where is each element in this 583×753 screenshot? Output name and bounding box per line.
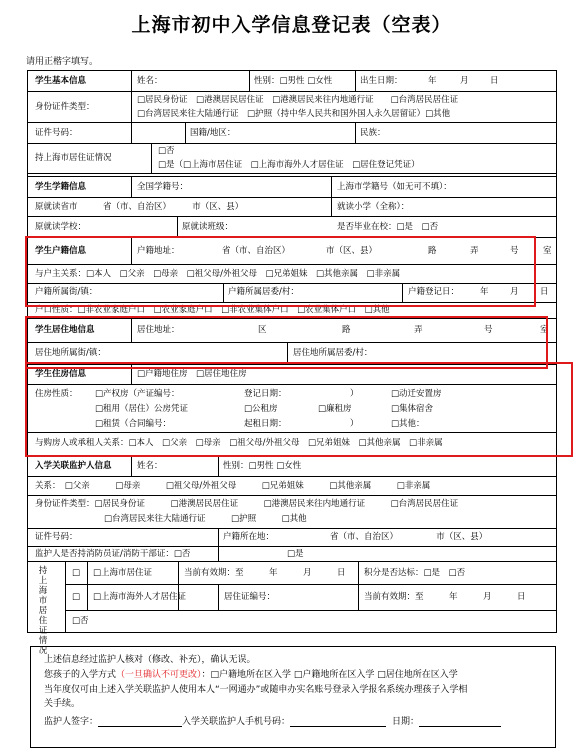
- national-student-no[interactable]: 全国学籍号：: [137, 182, 189, 192]
- guardian-info-header: 入学关联监护人信息: [35, 461, 112, 471]
- birth-date-label[interactable]: 出生日期：: [360, 76, 403, 86]
- entry-method-options[interactable]: ：□户籍地所在区入学 □户籍地所在区入学 □居住地所在区入学: [201, 670, 458, 680]
- guardian-res-overseas[interactable]: □上海市海外人才居住证: [93, 592, 187, 602]
- guardian-res-no[interactable]: □否: [72, 616, 89, 626]
- juzhu-address-label[interactable]: 居住地址：: [137, 325, 180, 335]
- housing-other[interactable]: □其他：: [391, 419, 425, 429]
- housing-low-rent[interactable]: □廉租房: [318, 404, 352, 414]
- huji-province: 省（市、自治区）: [222, 246, 291, 256]
- highlight-housing-box: [25, 362, 573, 457]
- signature-row: [44, 717, 501, 727]
- confirm-line-2[interactable]: [44, 671, 458, 680]
- housing-owned[interactable]: □产权房（产证编号：: [95, 389, 180, 399]
- confirm-line-3: 当年度仅可由上述入学关联监护人使用本人“一网通办”或随申办实名账号登录入学报名系统办理孩子入学相: [44, 685, 468, 695]
- housing-info-header: 学生住房信息: [35, 369, 87, 379]
- id-type-label: 身份证件类型：: [35, 102, 95, 112]
- guardian-huji-province: 省（市、自治区） 市（区、县）: [330, 532, 488, 542]
- origin-primary-school[interactable]: 就读小学（全称）：: [337, 202, 410, 212]
- guardian-signature-field[interactable]: [98, 717, 182, 727]
- housing-lease-date[interactable]: 起租日期：: [244, 419, 287, 429]
- guardian-res-valid-2[interactable]: 当前有效期：至 年 月 日: [364, 592, 526, 602]
- date-label: 日期：: [392, 717, 420, 727]
- confirm-line-4: 关手续。: [44, 699, 81, 709]
- juzhu-room: 室: [540, 325, 549, 335]
- guardian-fire-badge[interactable]: 监护人是否持消防员证/消防干部证：□否: [35, 549, 191, 559]
- page-title: 上海市初中入学信息登记表（空表）: [131, 14, 452, 36]
- id-number-label[interactable]: 证件号码：: [35, 128, 78, 138]
- housing-relocation[interactable]: □动迁安置房: [391, 389, 442, 399]
- guardian-res-check-2[interactable]: □: [72, 592, 81, 602]
- housing-lease[interactable]: □租赁（合同编号：: [95, 419, 172, 429]
- housing-nature-label: 住房性质：: [35, 389, 78, 399]
- huji-reg-date[interactable]: 户籍登记日：: [408, 287, 460, 297]
- guardian-res-sh[interactable]: □上海市居住证: [93, 568, 153, 578]
- guardian-res-valid[interactable]: 当前有效期：至 年 月 日: [184, 568, 346, 578]
- birth-month-label: 月: [460, 76, 469, 86]
- housing-public-rent[interactable]: □租用（居住）公房凭证: [95, 404, 189, 414]
- birth-year-label: 年: [428, 76, 437, 86]
- huji-room: 室: [543, 246, 552, 256]
- entry-method-label: 您孩子的入学方式: [44, 670, 117, 680]
- housing-reg-date[interactable]: 登记日期：: [244, 389, 287, 399]
- student-gender-field[interactable]: 性别：□男性 □女性: [254, 76, 333, 86]
- huji-committee[interactable]: 户籍所属居委/村：: [228, 287, 299, 297]
- guardian-relation[interactable]: 关系： □父亲 □母亲 □祖父母/外祖父母 □兄弟姐妹 □其他亲属 □非亲属: [35, 481, 431, 491]
- guardian-id-no[interactable]: 证件号码：: [35, 532, 78, 542]
- school-info-header: 学生学籍信息: [35, 182, 87, 192]
- confirm-line-1: 上述信息经过监护人核对（修改、补充），确认无误。: [44, 655, 256, 665]
- housing-relation[interactable]: 与购房人或承租人关系：□本人 □父亲 □母亲 □祖父母/外祖父母 □兄弟姐妹 □其他亲属 □非亲属: [35, 438, 443, 448]
- guardian-residence-side-label: 持上海市居住证情况: [38, 566, 48, 656]
- origin-province[interactable]: 原就读省市 省（市、自治区） 市（区、县）: [35, 202, 244, 212]
- date-field[interactable]: [419, 717, 501, 727]
- guardian-phone-field[interactable]: [290, 717, 386, 727]
- huji-address-label[interactable]: 户籍地址：: [137, 246, 180, 256]
- huji-reg-day: 日: [540, 287, 549, 297]
- huji-number: 号: [510, 246, 519, 256]
- nationality-label[interactable]: 国籍/地区：: [190, 128, 236, 138]
- guardian-phone-label: 入学关联监护人手机号码：: [182, 717, 291, 727]
- huji-road: 路: [428, 246, 437, 256]
- huji-street[interactable]: 户籍所属街/镇：: [35, 287, 98, 297]
- housing-paren-2: ）: [350, 419, 359, 429]
- student-name-label[interactable]: 姓名：: [137, 76, 163, 86]
- juzhu-number: 号: [484, 325, 493, 335]
- housing-options[interactable]: □户籍地住房 □居住地住房: [137, 369, 247, 379]
- housing-public-rental[interactable]: □公租房: [244, 404, 278, 414]
- ethnicity-label[interactable]: 民族：: [360, 128, 386, 138]
- juzhu-district: 区: [258, 325, 267, 335]
- juzhu-committee[interactable]: 居住地所属居委/村：: [293, 348, 373, 358]
- huji-lane: 弄: [470, 246, 479, 256]
- guardian-id-type-2[interactable]: □台湾居民来往大陆通行证 □护照 □其他: [104, 514, 307, 524]
- guardian-points[interactable]: 积分是否达标：□是 □否: [364, 568, 466, 578]
- housing-dormitory[interactable]: □集体宿舍: [391, 404, 434, 414]
- birth-day-label: 日: [490, 76, 499, 86]
- origin-school[interactable]: 原就读学校：: [35, 222, 87, 232]
- graduate-status[interactable]: 是否毕业在校：□是 □否: [337, 222, 439, 232]
- housing-paren-1: ）: [350, 389, 359, 399]
- guardian-signature-label: 监护人签字：: [44, 717, 99, 727]
- juzhu-lane: 弄: [414, 325, 423, 335]
- huji-relation[interactable]: 与户主关系：□本人 □父亲 □母亲 □祖父母/外祖父母 □兄弟姐妹 □其他亲属 □非亲属: [35, 269, 401, 279]
- huji-nature[interactable]: 户口性质：□非农业家庭户口 □农业家庭户口 □非农业集体户口 □农业集体户口 □其他: [35, 305, 390, 315]
- shanghai-student-no[interactable]: 上海市学籍号（如无可不填）：: [337, 182, 452, 192]
- guardian-fire-yes[interactable]: □是: [287, 549, 304, 559]
- instruction: 请用正楷字填写。: [26, 57, 99, 67]
- highlight-huji-box: [25, 236, 536, 307]
- juzhu-street[interactable]: 居住地所属街/镇：: [35, 348, 106, 358]
- juzhu-info-header: 学生居住地信息: [35, 325, 95, 335]
- juzhu-road: 路: [342, 325, 351, 335]
- irreversible-warning: （一旦确认不可更改）: [116, 670, 202, 680]
- residence-permit-yes[interactable]: □是（□上海市居住证 □上海市海外人才居住证 □居住登记凭证）: [158, 160, 420, 170]
- residence-permit-no[interactable]: □否: [158, 146, 175, 156]
- id-type-options-2[interactable]: □台湾居民来往大陆通行证 □护照（持中华人民共和国外国人永久居留证）□其他: [137, 109, 451, 119]
- guardian-gender[interactable]: 性别：□男性 □女性: [223, 461, 302, 471]
- basic-info-header: 学生基本信息: [35, 76, 87, 86]
- origin-class[interactable]: 原就读班级：: [182, 222, 234, 232]
- guardian-name[interactable]: 姓名：: [137, 461, 163, 471]
- guardian-res-check-1[interactable]: □: [72, 568, 81, 578]
- guardian-res-number[interactable]: 居住证编号：: [224, 592, 276, 602]
- id-type-options-1[interactable]: □居民身份证 □港澳居民居住证 □港澳居民来往内地通行证 □台湾居民居住证: [137, 95, 459, 105]
- residence-permit-label: 持上海市居住证情况: [35, 153, 112, 163]
- huji-reg-month: 月: [510, 287, 519, 297]
- huji-reg-year: 年: [480, 287, 489, 297]
- huji-city: 市（区、县）: [326, 246, 378, 256]
- guardian-id-type-1[interactable]: 身份证件类型：□居民身份证 □港澳居民居住证 □港澳居民来往内地通行证 □台湾居民居住证: [35, 499, 459, 509]
- guardian-huji-place[interactable]: 户籍所在地：: [223, 532, 275, 542]
- huji-info-header: 学生户籍信息: [35, 246, 87, 256]
